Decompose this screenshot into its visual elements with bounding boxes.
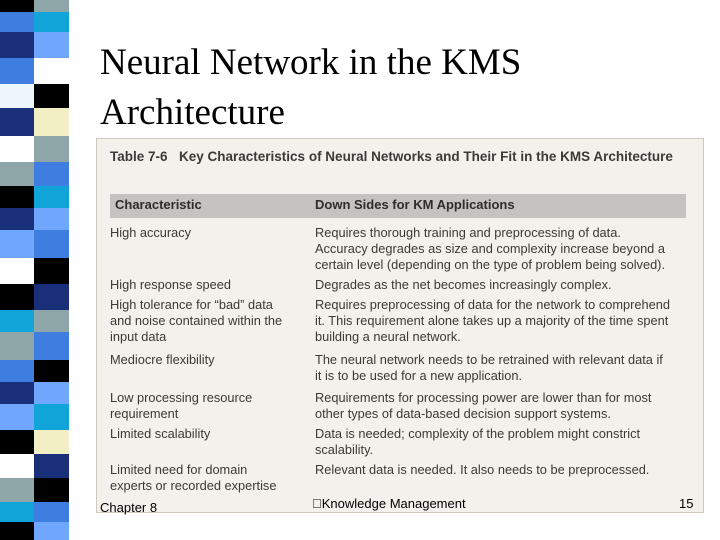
cell-characteristic: Mediocre flexibility xyxy=(110,352,215,367)
table-row xyxy=(110,426,690,462)
table-row xyxy=(110,297,690,352)
cell-downside: The neural network needs to be retrained with relevant data if it is to be used for a new application. xyxy=(315,352,663,383)
cell-characteristic: High response speed xyxy=(110,277,231,292)
cell-downside: Requirements for processing power are lower than for most other types of data-based decision support systems. xyxy=(315,390,652,421)
footer-course-title: Knowledge Management xyxy=(312,496,456,511)
cell-downside: Requires preprocessing of data for the network to comprehend it. This requirement alone takes up a majority of the time spent building a neural network. xyxy=(315,297,670,344)
table-row xyxy=(110,462,690,496)
cell-downside: Degrades as the net becomes increasingly complex. xyxy=(315,277,612,292)
footer-chapter: Chapter 8 xyxy=(100,500,158,515)
table-row xyxy=(110,277,690,297)
cell-downside: Data is needed; complexity of the problem might constrict scalability. xyxy=(315,426,641,457)
column-header-characteristic: Characteristic xyxy=(115,197,202,212)
cell-downside: Requires thorough training and preprocessing of data. Accuracy degrades as size and complexity increase beyond a certain level (depending on the type of problem being solved). xyxy=(315,225,666,272)
column-header-down-sides: Down Sides for KM Applications xyxy=(315,197,515,212)
table-caption-label: Table 7-6 xyxy=(110,149,168,164)
cell-characteristic: Limited scalability xyxy=(110,426,211,441)
cell-downside: Relevant data is needed. It also needs to be preprocessed. xyxy=(315,462,650,477)
table-header-row xyxy=(110,194,686,218)
footer-page-number: 15 xyxy=(679,496,694,511)
table-body xyxy=(110,225,690,496)
cell-characteristic: Limited need for domain experts or recorded expertise xyxy=(110,462,277,493)
cell-characteristic: High tolerance for “bad” data and noise contained within the input data xyxy=(110,297,283,344)
table-row xyxy=(110,390,690,426)
table-row xyxy=(110,225,690,277)
cell-characteristic: High accuracy xyxy=(110,225,192,240)
decorative-color-stripe xyxy=(0,0,69,540)
table-caption-text: Key Characteristics of Neural Networks and Their Fit in the KMS Architecture xyxy=(179,149,673,164)
scanned-table-image xyxy=(96,138,704,513)
table-row xyxy=(110,352,690,390)
slide-title: Neural Network in the KMS Architecture xyxy=(100,42,522,133)
cell-characteristic: Low processing resource requirement xyxy=(110,390,253,421)
